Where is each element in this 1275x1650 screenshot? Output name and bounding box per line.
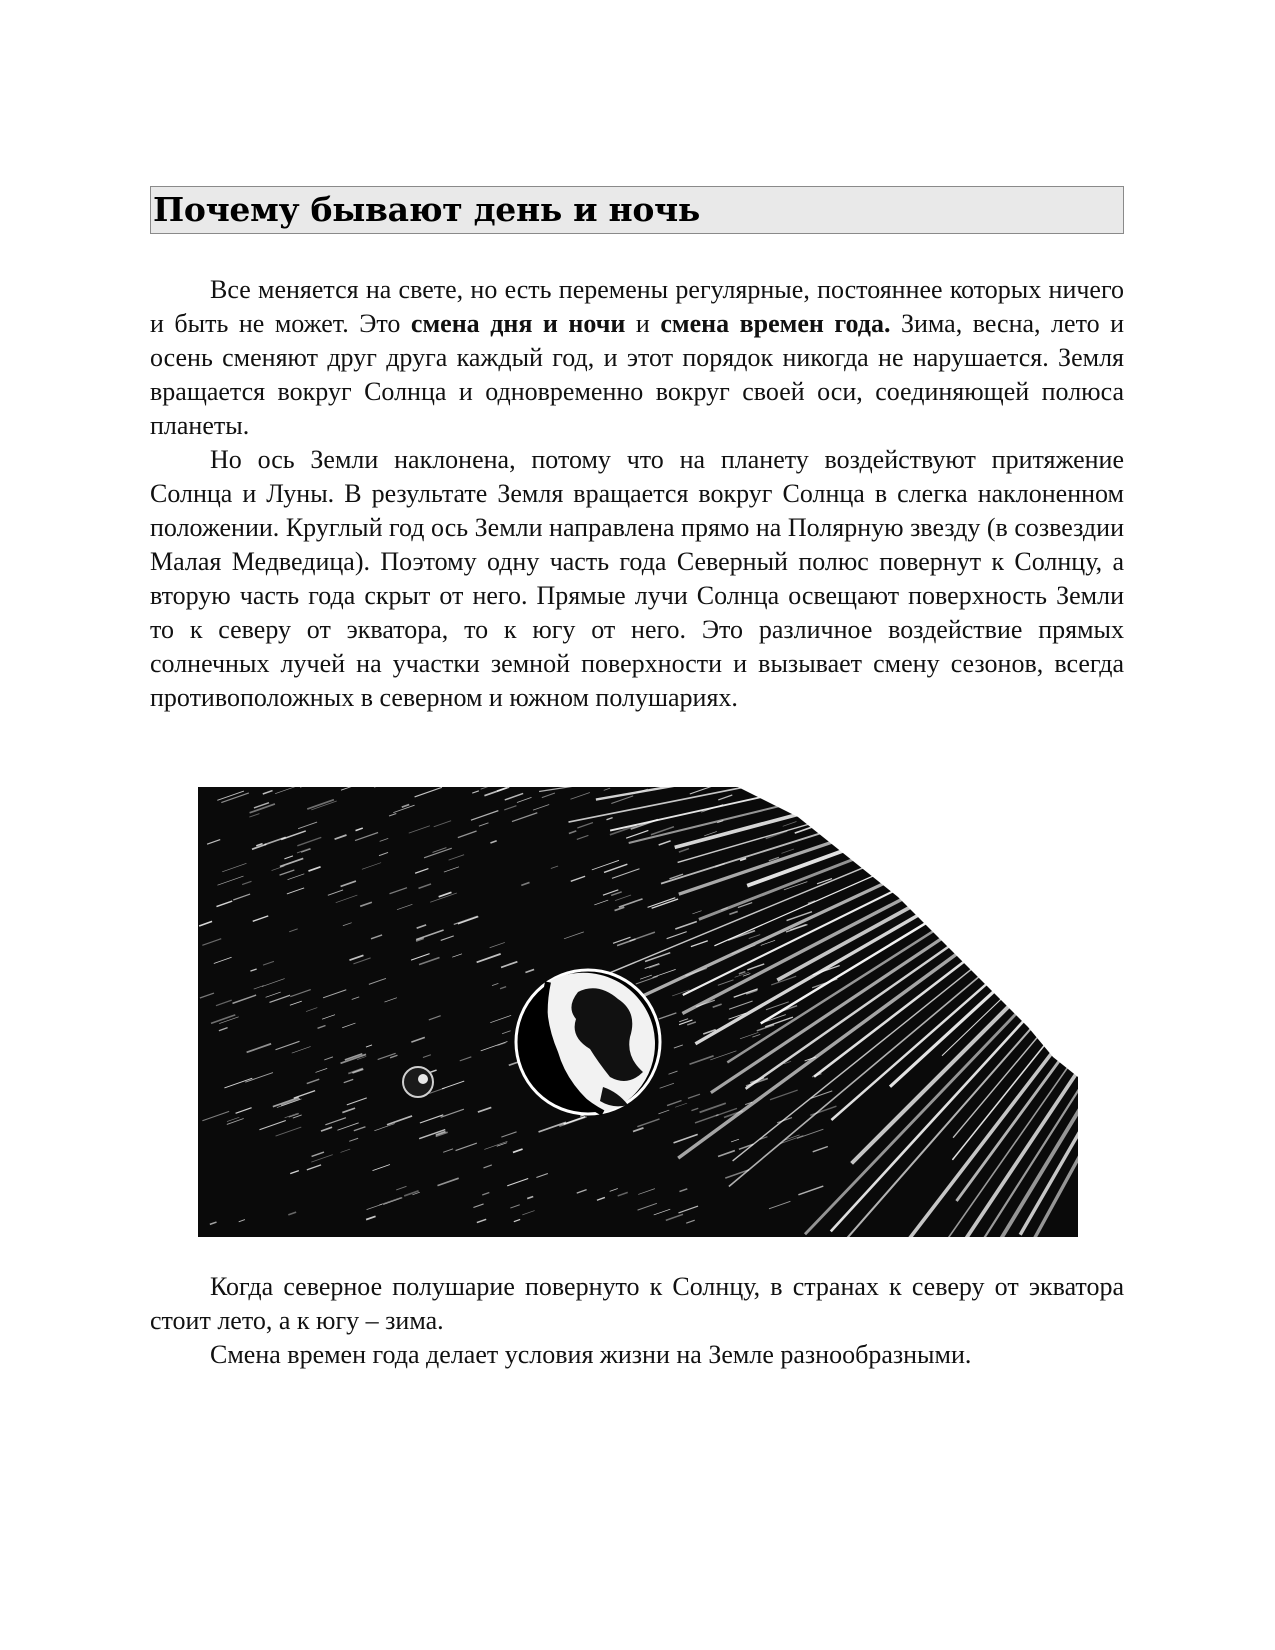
moon-highlight: [418, 1074, 428, 1084]
intro-text: [150, 273, 1124, 715]
star-streak: [817, 791, 824, 793]
paragraph-1-part-a: Все меняется на свете, но есть перемены регулярные, постояннее которых ничего и быть не может. Это: [150, 275, 1124, 338]
bold-term-seasons: смена времен года.: [660, 309, 891, 338]
title-box: [150, 186, 1124, 234]
page-title: Почему бывают день и ночь: [153, 190, 700, 229]
earth: [516, 970, 660, 1114]
paragraph-1-part-d: Зима, весна, лето и осень сменяют друг друга каждый год, и этот порядок никогда не нарушается. Земля вращается вокруг Солнца и одновременно вокруг своей оси, соединяющей полюса планеты.: [150, 309, 1125, 440]
earth-in-space-image: [198, 787, 1078, 1237]
paragraph-1-part-c: и: [625, 309, 661, 338]
paragraph-2: Но ось Земли наклонена, потому что на планету воздействуют притяжение Солнца и Луны. В результате Земля вращается вокруг Солнца в слегка наклоненном положении. Круглый год ось Земли направлена прямо на Полярную звезду (в созвездии Малая Медведица). Поэтому одну часть года Северный полюс повернут к Солнцу, а вторую часть года скрыт от него. Прямые лучи Солнца освещают поверхность Земли то к северу от экватора, то к югу от него. Это различное воздействие прямых солнечных лучей на участки земной поверхности и вызывает смену сезонов, всегда противоположных в северном и южном полушариях.: [150, 445, 1124, 712]
paragraph-3: Когда северное полушарие повернуто к Солнцу, в странах к северу от экватора стоит лето, а к югу – зима.: [150, 1272, 1124, 1335]
paragraph-4: Смена времен года делает условия жизни на Земле разнообразными.: [210, 1340, 972, 1369]
star-streak: [776, 793, 800, 802]
paragraph-1: [150, 273, 1124, 443]
closing-text: [150, 1270, 1124, 1372]
moon: [403, 1067, 433, 1097]
earth-illustration: [198, 787, 1078, 1237]
bold-term-day-night: смена дня и ночи: [410, 309, 626, 338]
